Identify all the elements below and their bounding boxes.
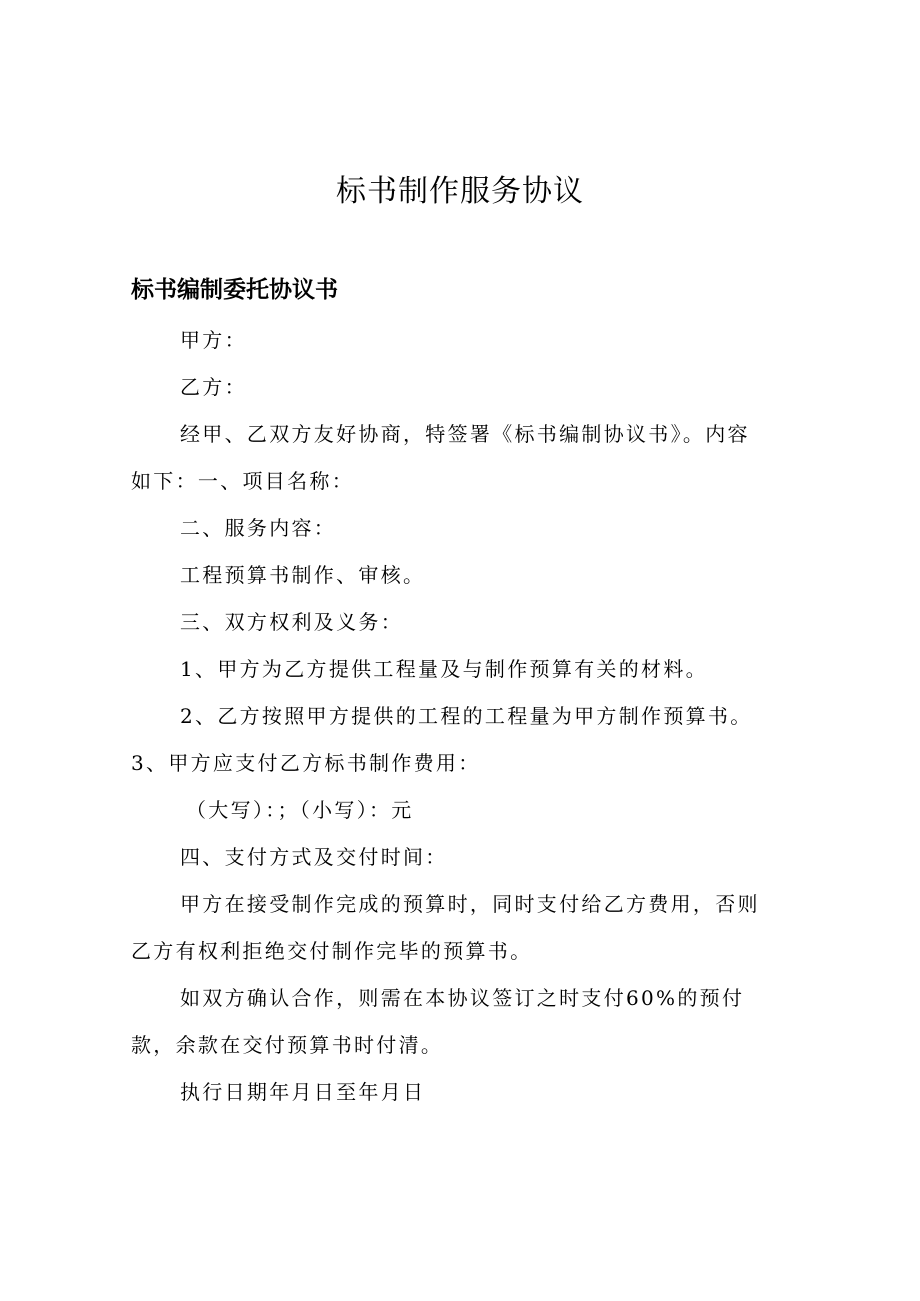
service-content-heading: 二、服务内容： (180, 516, 337, 540)
obligation-item-2: 2、乙方按照甲方提供的工程的工程量为甲方制作预算书。 (180, 704, 753, 728)
payment-paragraph-line-2: 乙方有权利拒绝交付制作完毕的预算书。 (131, 939, 533, 963)
party-b-line: 乙方： (180, 375, 247, 399)
fee-amount-line: （大写）：；（小写）：元 (186, 798, 414, 822)
payment-heading: 四、支付方式及交付时间： (180, 845, 448, 869)
section-heading: 标书编制委托协议书 (131, 277, 338, 303)
obligation-item-1: 1、甲方为乙方提供工程量及与制作预算有关的材料。 (180, 657, 708, 681)
prepayment-paragraph-line-1: 如双方确认合作，则需在本协议签订之时支付60%的预付 (180, 986, 745, 1010)
prepayment-paragraph-line-2: 款，余款在交付预算书时付清。 (131, 1033, 444, 1057)
document-title: 标书制作服务协议 (336, 174, 584, 209)
service-content-text: 工程预算书制作、审核。 (180, 563, 426, 587)
party-a-line: 甲方： (180, 328, 247, 352)
payment-paragraph-line-1: 甲方在接受制作完成的预算时，同时支付给乙方费用，否则 (180, 892, 760, 916)
rights-obligations-heading: 三、双方权利及义务： (180, 610, 403, 634)
obligation-item-3: 3、甲方应支付乙方标书制作费用： (131, 751, 481, 775)
intro-paragraph-line-1: 经甲、乙双方友好协商，特签署《标书编制协议书》。内容 (180, 422, 750, 446)
execution-date-line: 执行日期年月日至年月日 (180, 1080, 426, 1104)
intro-paragraph-line-2: 如下：一、项目名称： (131, 469, 354, 493)
